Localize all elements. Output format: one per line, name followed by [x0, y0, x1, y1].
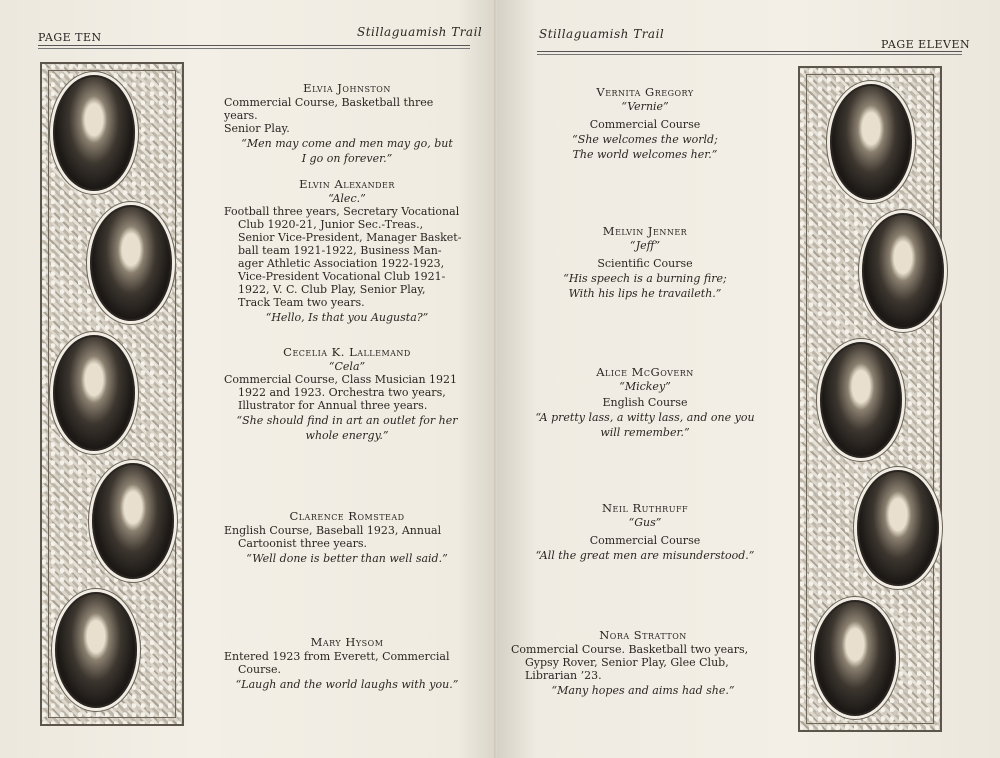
activity-line: Gypsy Rover, Senior Play, Glee Club,	[525, 656, 729, 669]
student-name: Vernita Gregory	[596, 85, 694, 99]
page-ten	[0, 0, 497, 758]
portrait-alice-mcgovern	[820, 342, 902, 458]
student-name: Mary Hysom	[310, 635, 384, 649]
quote-line: “She welcomes the world;	[572, 133, 718, 146]
activity-line: Commercial Course. Basketball two years,	[511, 643, 749, 656]
entry-cecelia-lallemand	[224, 346, 470, 442]
portrait-elvia-johnston	[53, 75, 135, 191]
student-name: Elvia Johnston	[303, 81, 391, 95]
header-rule-right	[537, 51, 962, 52]
activity-line: Vice-President Vocational Club 1921-	[238, 270, 446, 283]
entry-vernita-gregory	[515, 86, 775, 161]
student-name: Alice McGovern	[596, 365, 694, 379]
student-nickname: “Alec.”	[328, 192, 366, 205]
quote-line: “She should find in art an outlet for her	[236, 414, 458, 427]
portrait-cecelia-lallemand	[53, 335, 135, 451]
page-eleven	[497, 0, 1000, 758]
activity-line: Commercial Course, Class Musician 1921	[224, 373, 458, 386]
activity-line: Course.	[238, 663, 282, 676]
entry-elvia-johnston	[224, 82, 470, 165]
portrait-mary-hysom	[55, 592, 137, 708]
activity-line: Commercial Course, Basketball three years.	[224, 96, 434, 122]
header-rule-right-thin	[537, 54, 962, 55]
activity-line: 1922 and 1923. Orchestra two years,	[238, 386, 446, 399]
activity-line: Librarian ’23.	[525, 669, 602, 682]
quote-line: whole energy.”	[305, 429, 389, 442]
quote-line: “Laugh and the world laughs with you.”	[235, 678, 459, 691]
student-name: Clarence Romstead	[289, 509, 405, 523]
activity-line: Senior Play.	[224, 122, 290, 135]
entry-mary-hysom	[224, 636, 470, 691]
course-line: Commercial Course	[589, 534, 701, 547]
portrait-neil-ruthruff	[857, 470, 939, 586]
student-nickname: “Mickey”	[619, 380, 671, 393]
entry-clarence-romstead	[224, 510, 470, 565]
activity-line: Football three years, Secretary Vocational	[224, 205, 460, 218]
activity-line: ager Athletic Association 1922-1923,	[238, 257, 445, 270]
quote-line: “Men may come and men may go, but	[241, 137, 453, 150]
portrait-vernita-gregory	[830, 84, 912, 200]
quote-line: I go on forever.”	[301, 152, 393, 165]
running-title-left: Stillaguamish Trail	[357, 25, 483, 39]
course-line: Scientific Course	[597, 257, 693, 270]
quote-line: “Well done is better than well said.”	[246, 552, 448, 565]
quote-line: “Hello, Is that you Augusta?”	[265, 311, 429, 324]
course-line: Commercial Course	[589, 118, 701, 131]
header-rule-left-thin	[38, 48, 470, 49]
entry-alice-mcgovern	[515, 366, 775, 439]
activity-line: Entered 1923 from Everett, Commercial	[224, 650, 450, 663]
quote-line: will remember.”	[600, 426, 690, 439]
student-name: Melvin Jenner	[602, 224, 688, 238]
student-nickname: “Cela”	[328, 360, 366, 373]
portrait-clarence-romstead	[92, 463, 174, 579]
activity-line: 1922, V. C. Club Play, Senior Play,	[238, 283, 426, 296]
student-name: Nora Stratton	[599, 628, 687, 642]
course-line: English Course	[602, 396, 688, 409]
quote-line: “His speech is a burning fire;	[563, 272, 727, 285]
quote-line: “A pretty lass, a witty lass, and one you	[535, 411, 755, 424]
activity-line: ball team 1921-1922, Business Man-	[238, 244, 442, 257]
quote-line: The world welcomes her.”	[572, 148, 718, 161]
entry-nora-stratton	[511, 629, 775, 697]
portrait-nora-stratton	[814, 600, 896, 716]
quote-line: “Many hopes and aims had she.”	[551, 684, 735, 697]
page-number-left: PAGE TEN	[38, 31, 102, 44]
running-title-right: Stillaguamish Trail	[539, 27, 665, 41]
quote-line: “All the great men are misunderstood.”	[535, 549, 755, 562]
student-name: Elvin Alexander	[299, 177, 395, 191]
activity-line: Club 1920-21, Junior Sec.-Treas.,	[238, 218, 424, 231]
portrait-melvin-jenner	[862, 213, 944, 329]
portrait-elvin-alexander	[90, 205, 172, 321]
student-nickname: “Vernie”	[621, 100, 669, 113]
page-number-right: PAGE ELEVEN	[881, 38, 971, 51]
student-name: Neil Ruthruff	[601, 501, 689, 515]
student-nickname: “Gus”	[628, 516, 662, 529]
activity-line: Track Team two years.	[238, 296, 365, 309]
entry-neil-ruthruff	[515, 502, 775, 562]
quote-line: With his lips he travaileth.”	[568, 287, 722, 300]
activity-line: Senior Vice-President, Manager Basket-	[238, 231, 462, 244]
entry-melvin-jenner	[515, 225, 775, 300]
activity-line: Illustrator for Annual three years.	[238, 399, 428, 412]
student-nickname: “Jeff”	[629, 239, 661, 252]
activity-line: Cartoonist three years.	[238, 537, 368, 550]
entry-elvin-alexander	[224, 178, 470, 324]
header-rule-left	[38, 45, 470, 46]
student-name: Cecelia K. Lallemand	[283, 345, 411, 359]
activity-line: English Course, Baseball 1923, Annual	[224, 524, 442, 537]
